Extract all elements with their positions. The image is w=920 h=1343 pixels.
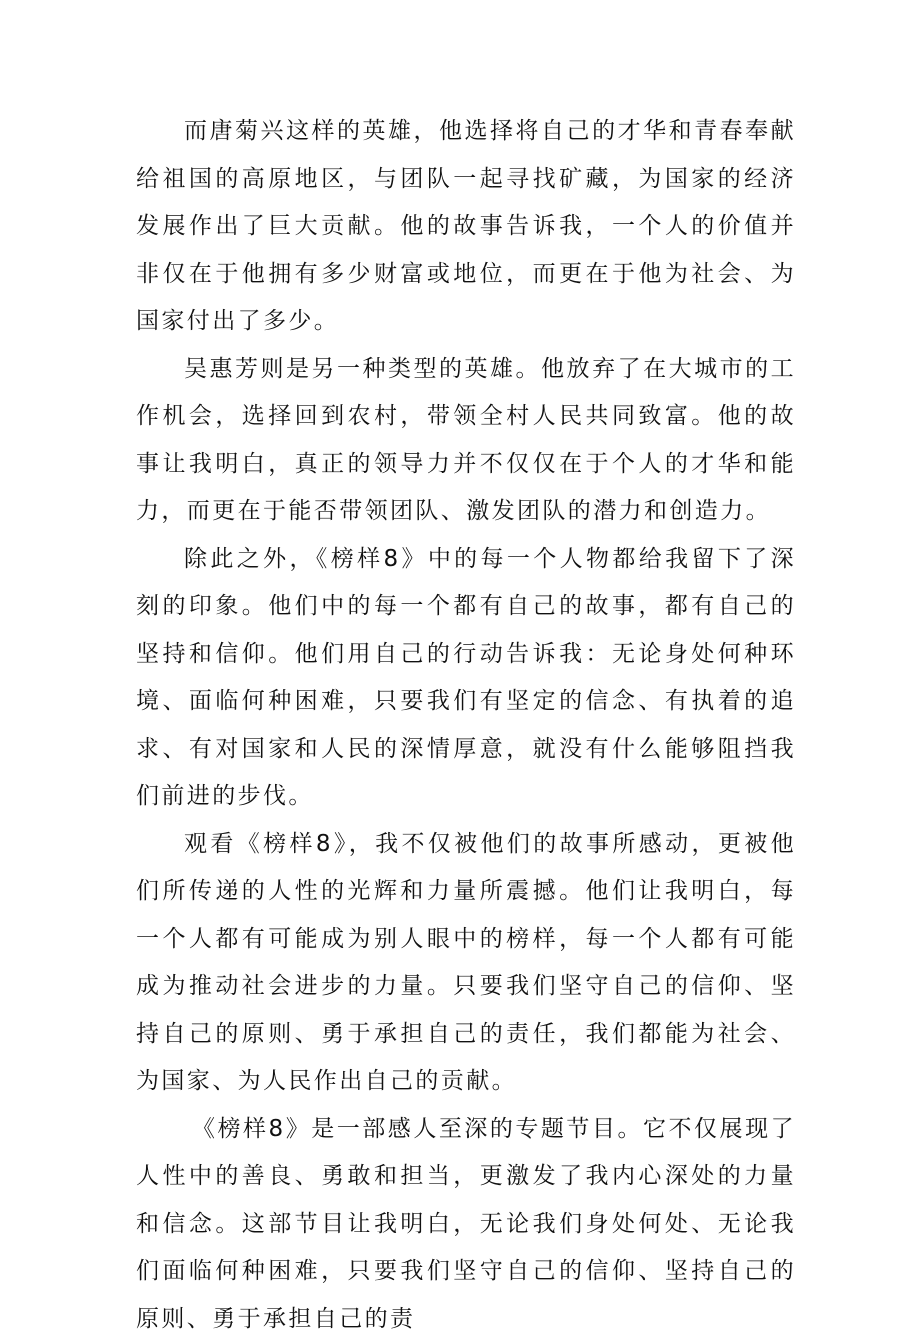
paragraph-tang-juxing: 而唐菊兴这样的英雄，他选择将自己的才华和青春奉献给祖国的高原地区，与团队一起寻找矿藏，为国家的经济发展作出了巨大贡献。他的故事告诉我，一个人的价值并非仅在于他拥有多少财富或地位，而更在于他为社会、为国家付出了多少。: [136, 108, 796, 346]
paragraph-watching-reflection: 观看《榜样8》，我不仅被他们的故事所感动，更被他们所传递的人性的光辉和力量所震撼。他们让我明白，每一个人都有可能成为别人眼中的榜样，每一个人都有可能成为推动社会进步的力量。只要我们坚守自己的信仰、坚持自己的原则、勇于承担自己的责任，我们都能为社会、为国家、为人民作出自己的贡献。: [136, 821, 796, 1106]
paragraph-conclusion: 《榜样8》是一部感人至深的专题节目。它不仅展现了人性中的善良、勇敢和担当，更激发了我内心深处的力量和信念。这部节目让我明白，无论我们身处何处、无论我们面临何种困难，只要我们坚守自己的信仰、坚持自己的原则、勇于承担自己的责: [136, 1106, 796, 1343]
paragraph-other-role-models: 除此之外，《榜样8》中的每一个人物都给我留下了深刻的印象。他们中的每一个都有自己的故事，都有自己的坚持和信仰。他们用自己的行动告诉我：无论身处何种环境、面临何种困难，只要我们有坚定的信念、有执着的追求、有对国家和人民的深情厚意，就没有什么能够阻挡我们前进的步伐。: [136, 536, 796, 821]
paragraph-wu-huifang: 吴惠芳则是另一种类型的英雄。他放弃了在大城市的工作机会，选择回到农村，带领全村人民共同致富。他的故事让我明白，真正的领导力并不仅仅在于个人的才华和能力，而更在于能否带领团队、激发团队的潜力和创造力。: [136, 346, 796, 536]
